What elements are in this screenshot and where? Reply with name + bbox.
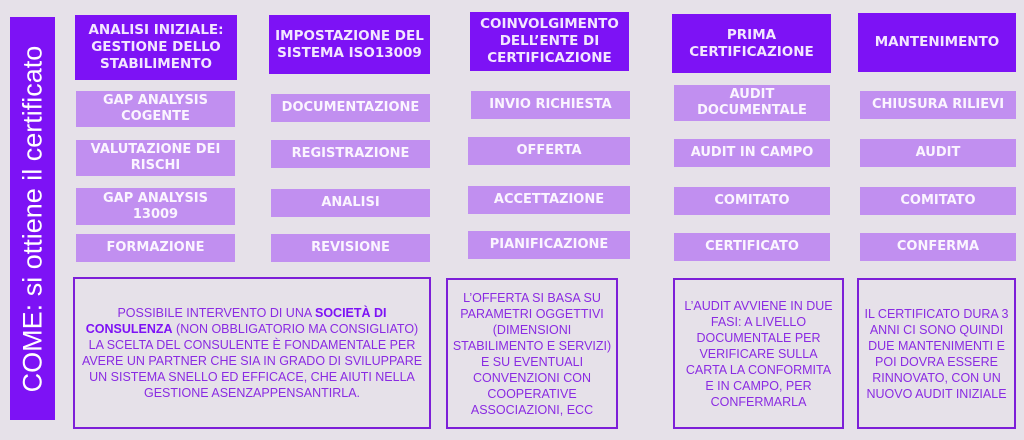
phase-header-mantenimento: MANTENIMENTO	[858, 13, 1016, 72]
note-consulenza-prefix: POSSIBILE INTERVENTO DI UNA	[117, 306, 315, 320]
phase-header-impostazione-sistema: IMPOSTAZIONE DEL SISTEMA ISO13009	[269, 15, 430, 74]
step-offerta: OFFERTA	[468, 137, 630, 165]
step-audit-in-campo: AUDIT IN CAMPO	[674, 139, 830, 167]
step-certificato: CERTIFICATO	[674, 233, 830, 261]
step-formazione: FORMAZIONE	[76, 234, 235, 262]
phase-header-prima-certificazione: PRIMA CERTIFICAZIONE	[672, 14, 831, 73]
vertical-title-banner	[10, 17, 55, 420]
phase-header-analisi-iniziale: ANALISI INIZIALE: GESTIONE DELLO STABILIMENTO	[75, 15, 237, 80]
step-chiusura-rilievi: CHIUSURA RILIEVI	[860, 91, 1016, 119]
step-accettazione: ACCETTAZIONE	[468, 186, 630, 214]
note-consulenza-bold: SOCIETÀ DI CONSULENZA	[85, 306, 387, 336]
note-audit-text: L’AUDIT AVVIENE IN DUE FASI: A LIVELLO DOCUMENTALE PER VERIFICARE SULLA CARTA LA CONFORMITA E IN CAMPO, PER CONFERMARLA	[684, 298, 833, 409]
step-comitato-prima: COMITATO	[674, 187, 830, 215]
banner-title: COME: si ottiene il certificato	[17, 45, 47, 392]
step-valutazione-rischi: VALUTAZIONE DEI RISCHI	[76, 140, 235, 176]
step-registrazione: REGISTRAZIONE	[271, 140, 430, 168]
step-revisione: REVISIONE	[271, 234, 430, 262]
note-durata-certificato	[857, 278, 1016, 429]
step-invio-richiesta: INVIO RICHIESTA	[471, 91, 630, 119]
note-offerta-text: L’OFFERTA SI BASA SU PARAMETRI OGGETTIVI (DIMENSIONI STABILIMENTO E SERVIZI) E SU EVENTUALI CONVENZIONI CON COOPERATIVE ASSOCIAZIONI, ECC	[452, 290, 612, 417]
step-conferma: CONFERMA	[860, 233, 1016, 261]
note-audit-fasi	[673, 278, 844, 429]
note-consulenza-suffix: (NON OBBLIGATORIO MA CONSIGLIATO)	[172, 322, 419, 336]
step-analisi: ANALISI	[271, 189, 430, 217]
note-consulenza-body: LA SCELTA DEL CONSULENTE È FONDAMENTALE PER AVERE UN PARTNER CHE SIA IN GRADO DI SVILUPPARE UN SISTEMA SNELLO ED EFFICACE, CHE AIUTI NELLA GESTIONE ASENZAPPENSANTIRLA.	[81, 338, 423, 400]
step-gap-analysis-cogente: GAP ANALYSIS COGENTE	[76, 91, 235, 127]
note-certificato-text: IL CERTIFICATO DURA 3 ANNI CI SONO QUINDI DUE MANTENIMENTI E POI DOVRA ESSERE RINNOVATO, CON UN NUOVO AUDIT INIZIALE	[864, 306, 1009, 401]
step-pianificazione: PIANIFICAZIONE	[468, 231, 630, 259]
step-audit-mantenimento: AUDIT	[860, 139, 1016, 167]
step-audit-documentale: AUDIT DOCUMENTALE	[674, 85, 830, 121]
step-comitato-mantenimento: COMITATO	[860, 187, 1016, 215]
step-documentazione: DOCUMENTAZIONE	[271, 94, 430, 122]
note-societa-consulenza	[73, 277, 431, 429]
phase-header-coinvolgimento-ente: COINVOLGIMENTO DELL’ENTE DI CERTIFICAZIONE	[470, 12, 629, 71]
note-offerta	[446, 278, 618, 429]
step-gap-analysis-13009: GAP ANALYSIS 13009	[76, 188, 235, 225]
